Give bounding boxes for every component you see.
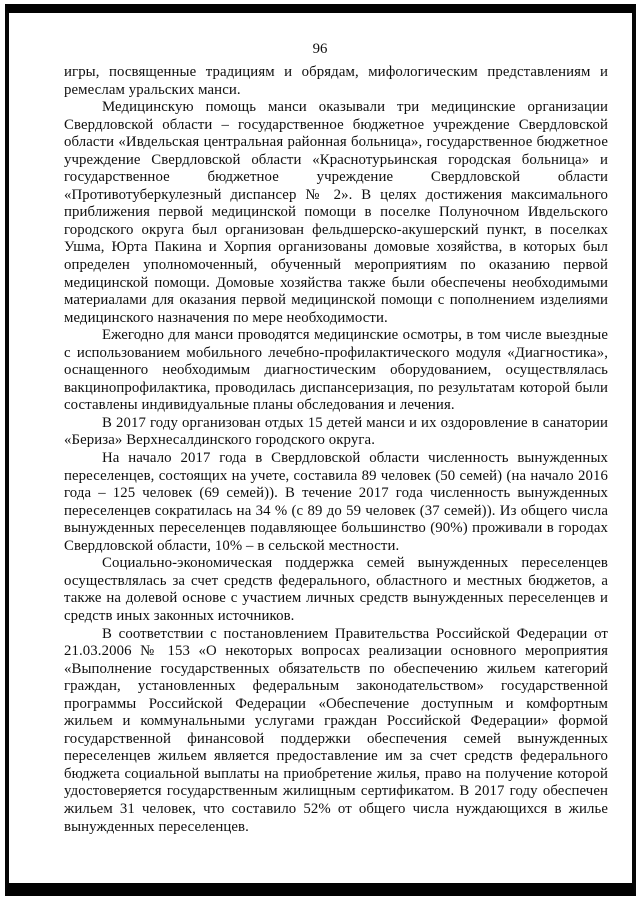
paragraph-medical-aid: Медицинскую помощь манси оказывали три медицинские организации Свердловской области – государственное бюджетное учреждение Свердловской области «Ивдельская центральная районная больница», государственное бюджетное учреждение Свердловской области «Краснотурьинская городская больница» и государственное бюджетное учреждение Свердловской области «Противотуберкулезный диспансер № 2». В целях достижения максимального приближения первой медицинской помощи в поселке Полуночном Ивдельского городского округа был организован фельдшерско-акушерский пункт, в поселках Ушма, Юрта Пакина и Хорпия организованы домовые хозяйства, в которых был определен уполномоченный, обученный мероприятиям по оказанию первой медицинской помощи. Домовые хозяйства также были обеспечены необходимыми материалами для оказания первой медицинской помощи с пополнением изделиями медицинского назначения по мере необходимости. [64, 99, 608, 326]
paragraph-medical-checkups: Ежегодно для манси проводятся медицинские осмотры, в том числе выездные с использованием мобильного лечебно-профилактического модуля «Диагностика», оснащенного необходимым диагностическим оборудованием, осуществлялась вакцинопрофилактика, проводилась диспансеризация, по результатам которой были составлены индивидуальные планы обследования и лечения. [64, 327, 608, 414]
paragraph-social-economic-support: Социально-экономическая поддержка семей вынужденных переселенцев осуществлялась за счет средств федерального, областного и местных бюджетов, а также на долевой основе с участием личных средств вынужденных переселенцев и средств иных законных источников. [64, 555, 608, 624]
page-number: 96 [312, 41, 328, 57]
paragraph-children-rest: В 2017 году организован отдых 15 детей манси и их оздоровление в санатории «Бериза» Верхнесалдинского городского округа. [64, 414, 608, 449]
paragraph-migrants-statistics: На начало 2017 года в Свердловской области численность вынужденных переселенцев, состоящих на учете, составила 89 человек (50 семей) (на начало 2016 года – 125 человек (69 семей)). В течение 2017 года численность вынужденных переселенцев сократилась на 34 % (с 89 до 59 человек (37 семей)). Из общего числа вынужденных переселенцев подавляющее большинство (90%) проживали в городах Свердловской области, 10% – в сельской местности. [64, 450, 608, 554]
paragraph-continuation: игры, посвященные традициям и обрядам, мифологическим представлениям и ремеслам уральских манси. [64, 64, 608, 98]
paragraph-government-resolution: В соответствии с постановлением Правительства Российской Федерации от 21.03.2006 № 153 «О некоторых вопросах реализации основного мероприятия «Выполнение государственных обязательств по обеспечению жильем категорий граждан, установленных федеральным законодательством» государственной программы Российской Федерации «Обеспечение доступным и комфортным жильем и коммунальными услугами граждан Российской Федерации» формой государственной финансовой поддержки обеспечения семей вынужденных переселенцев жильем является предоставление им за счет средств федерального бюджета социальной выплаты на приобретение жилья, право на получение которой удостоверяется государственным жилищным сертификатом. В 2017 году обеспечен жильем 31 человек, что составило 52% от общего числа нуждающихся в жилье вынужденных переселенцев. [64, 625, 608, 835]
document-body [64, 64, 608, 836]
